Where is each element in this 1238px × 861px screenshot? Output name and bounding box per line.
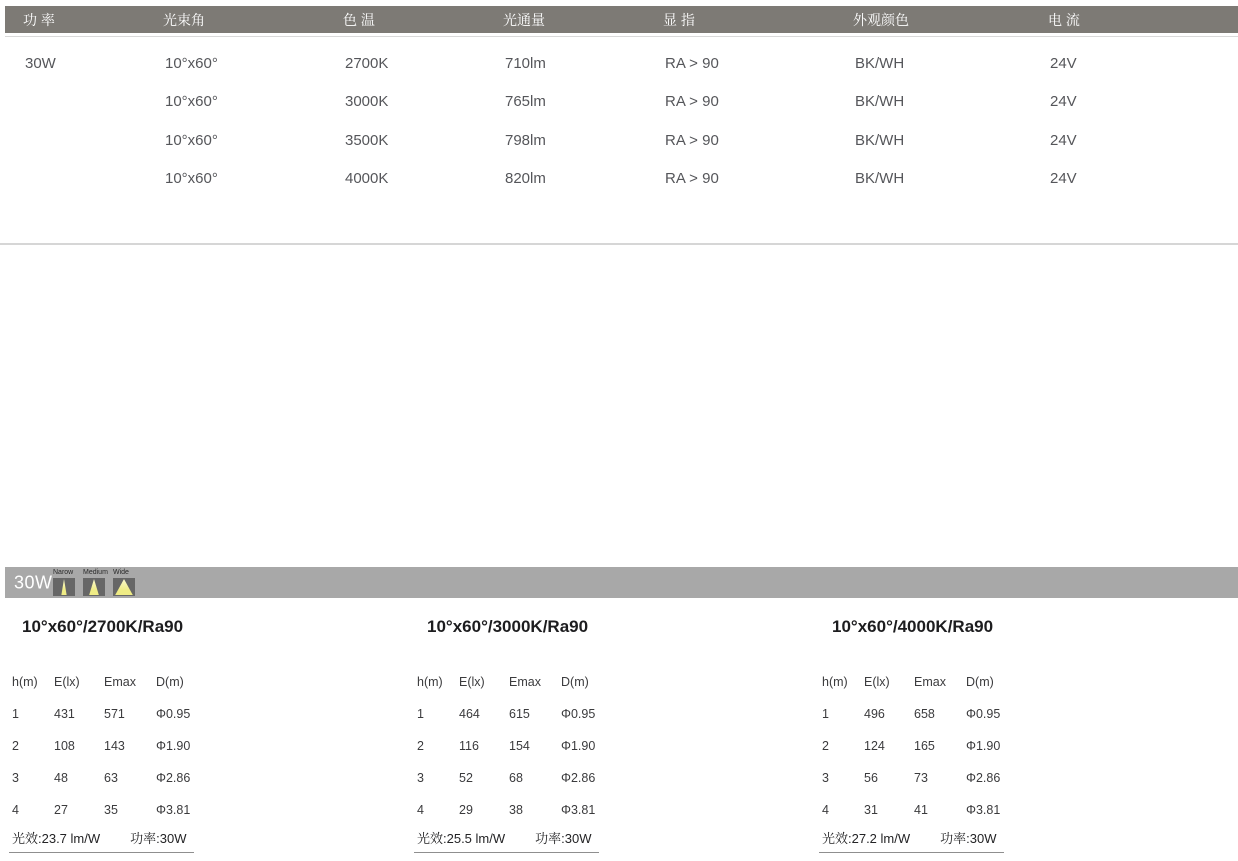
photometric-table-title: 10°x60°/2700K/Ra90 xyxy=(22,617,184,636)
photometric-cell: 4 xyxy=(12,803,19,817)
spec-cell: 10°x60° xyxy=(165,93,218,111)
photometric-cell: 38 xyxy=(509,803,523,817)
photometric-tables-zone xyxy=(0,616,1238,861)
power-value: 功率:30W xyxy=(130,831,187,846)
photometric-cell: 3 xyxy=(822,771,829,785)
photometric-cell: Φ0.95 xyxy=(156,707,191,721)
spec-column-header: 功 率 xyxy=(23,11,55,28)
spec-cell: 4000K xyxy=(345,170,389,188)
spec-cell: 710lm xyxy=(505,54,546,72)
photometric-table-grid xyxy=(818,666,1038,826)
photometric-cell: Φ3.81 xyxy=(966,803,1001,817)
photometric-cell: 1 xyxy=(417,707,424,721)
photometric-cell: 496 xyxy=(864,707,885,721)
photometric-cell: 124 xyxy=(864,739,885,753)
efficacy-value: 光效:27.2 lm/W xyxy=(822,831,911,846)
spec-cell: BK/WH xyxy=(855,170,905,188)
photometric-cell: 571 xyxy=(104,707,125,721)
photometric-cell: 29 xyxy=(459,803,473,817)
beam-label: Narow xyxy=(53,569,74,576)
efficacy-value: 光效:25.5 lm/W xyxy=(417,831,506,846)
photometric-cell: 2 xyxy=(12,739,19,753)
photometric-cell: 48 xyxy=(54,771,68,785)
efficacy-value: 光效:23.7 lm/W xyxy=(12,831,101,846)
photometric-cell: Φ0.95 xyxy=(966,707,1001,721)
wide-beam-icon xyxy=(113,578,135,596)
photometric-cell: 68 xyxy=(509,771,523,785)
photometric-cell: 108 xyxy=(54,739,75,753)
photometric-cell: 431 xyxy=(54,707,75,721)
photometric-table-title: 10°x60°/4000K/Ra90 xyxy=(832,617,994,636)
photometric-cell: 56 xyxy=(864,771,878,785)
photometric-cell: Φ0.95 xyxy=(561,707,596,721)
photometric-footer xyxy=(819,828,1004,853)
spec-cell: 10°x60° xyxy=(165,54,218,72)
beam-icons xyxy=(53,568,135,596)
spec-column-header: 电 流 xyxy=(1048,11,1080,28)
spec-cell: RA > 90 xyxy=(665,93,719,111)
beam-cone-shape xyxy=(83,579,105,595)
photometric-cell: 1 xyxy=(12,707,19,721)
spec-cell: 24V xyxy=(1050,131,1077,149)
spec-cell: 3000K xyxy=(345,93,389,111)
narrow-beam-icon xyxy=(53,578,75,596)
spec-column-header: 光通量 xyxy=(503,11,545,28)
spec-cell: 24V xyxy=(1050,54,1077,72)
beam-label: Medium xyxy=(83,569,108,576)
photometric-column-header: h(m) xyxy=(417,675,443,689)
spec-column-header: 光束角 xyxy=(163,11,205,28)
photometric-table xyxy=(818,616,1038,853)
photometric-table xyxy=(413,616,633,853)
photometric-table-grid xyxy=(413,666,633,826)
beam-cone-shape xyxy=(53,579,75,595)
spec-cell: BK/WH xyxy=(855,131,905,149)
spec-cell: 2700K xyxy=(345,54,389,72)
photometric-column-header: Emax xyxy=(914,675,946,689)
photometric-footer xyxy=(9,828,194,853)
photometric-cell: Φ1.90 xyxy=(156,739,191,753)
beam-power-bar xyxy=(5,567,1238,598)
photometric-cell: 73 xyxy=(914,771,928,785)
photometric-cell: 1 xyxy=(822,707,829,721)
photometric-cell: Φ2.86 xyxy=(966,771,1001,785)
photometric-cell: 4 xyxy=(417,803,424,817)
spec-cell: RA > 90 xyxy=(665,54,719,72)
photometric-cell: 154 xyxy=(509,739,530,753)
beam-cone-shape xyxy=(113,579,135,595)
beam-label: Wide xyxy=(113,569,129,576)
photometric-column-header: E(lx) xyxy=(459,675,485,689)
photometric-cell: Φ1.90 xyxy=(966,739,1001,753)
spec-cell: BK/WH xyxy=(855,54,905,72)
photometric-table-title: 10°x60°/3000K/Ra90 xyxy=(427,617,589,636)
photometric-cell: 3 xyxy=(417,771,424,785)
photometric-cell: Φ3.81 xyxy=(561,803,596,817)
spec-cell: 24V xyxy=(1050,170,1077,188)
medium-beam-icon-wrap xyxy=(83,568,108,596)
spec-table-body xyxy=(5,44,1238,198)
photometric-column-header: h(m) xyxy=(822,675,848,689)
photometric-column-header: h(m) xyxy=(12,675,38,689)
photometric-column-header: D(m) xyxy=(156,675,184,689)
photometric-cell: 658 xyxy=(914,707,935,721)
photometric-cell: 143 xyxy=(104,739,125,753)
photometric-cell: 464 xyxy=(459,707,480,721)
photometric-footer xyxy=(414,828,599,853)
photometric-column-header: D(m) xyxy=(966,675,994,689)
photometric-cell: 2 xyxy=(822,739,829,753)
photometric-cell: 2 xyxy=(417,739,424,753)
spec-column-header: 色 温 xyxy=(343,11,375,28)
photometric-column-header: E(lx) xyxy=(54,675,80,689)
photometric-cell: Φ3.81 xyxy=(156,803,191,817)
photometric-cell: 41 xyxy=(914,803,928,817)
photometric-cell: 63 xyxy=(104,771,118,785)
spec-cell: 820lm xyxy=(505,170,546,188)
spec-table-header xyxy=(5,6,1238,33)
photometric-column-header: D(m) xyxy=(561,675,589,689)
spec-column-header: 外观颜色 xyxy=(853,11,909,28)
photometric-column-header: Emax xyxy=(104,675,136,689)
spec-cell: 10°x60° xyxy=(165,170,218,188)
wide-beam-icon-wrap xyxy=(113,568,135,596)
spec-cell: 3500K xyxy=(345,131,389,149)
spec-cell: 765lm xyxy=(505,93,546,111)
photometric-cell: 27 xyxy=(54,803,68,817)
photometric-cell: Φ1.90 xyxy=(561,739,596,753)
power-badge: 30W xyxy=(14,572,53,592)
photometric-cell: 4 xyxy=(822,803,829,817)
spec-column-header: 显 指 xyxy=(663,11,695,28)
section-divider xyxy=(0,243,1238,245)
spec-cell: 30W xyxy=(25,54,56,72)
power-value: 功率:30W xyxy=(535,831,592,846)
photometric-cell: 3 xyxy=(12,771,19,785)
photometric-cell: 35 xyxy=(104,803,118,817)
photometric-column-header: Emax xyxy=(509,675,541,689)
photometric-cell: Φ2.86 xyxy=(156,771,191,785)
photometric-cell: 31 xyxy=(864,803,878,817)
photometric-cell: 165 xyxy=(914,739,935,753)
photometric-cell: 116 xyxy=(459,739,479,753)
photometric-cell: 52 xyxy=(459,771,473,785)
photometric-table-grid xyxy=(8,666,228,826)
photometric-cell: Φ2.86 xyxy=(561,771,596,785)
spec-cell: 10°x60° xyxy=(165,131,218,149)
photometric-cell: 615 xyxy=(509,707,530,721)
spec-header-edge-line xyxy=(5,36,1238,37)
spec-cell: RA > 90 xyxy=(665,170,719,188)
spec-cell: RA > 90 xyxy=(665,131,719,149)
photometric-column-header: E(lx) xyxy=(864,675,890,689)
power-value: 功率:30W xyxy=(940,831,997,846)
narrow-beam-icon-wrap xyxy=(53,568,75,596)
medium-beam-icon xyxy=(83,578,105,596)
photometric-table xyxy=(8,616,228,853)
spec-cell: 798lm xyxy=(505,131,546,149)
spec-cell: 24V xyxy=(1050,93,1077,111)
spec-cell: BK/WH xyxy=(855,93,905,111)
